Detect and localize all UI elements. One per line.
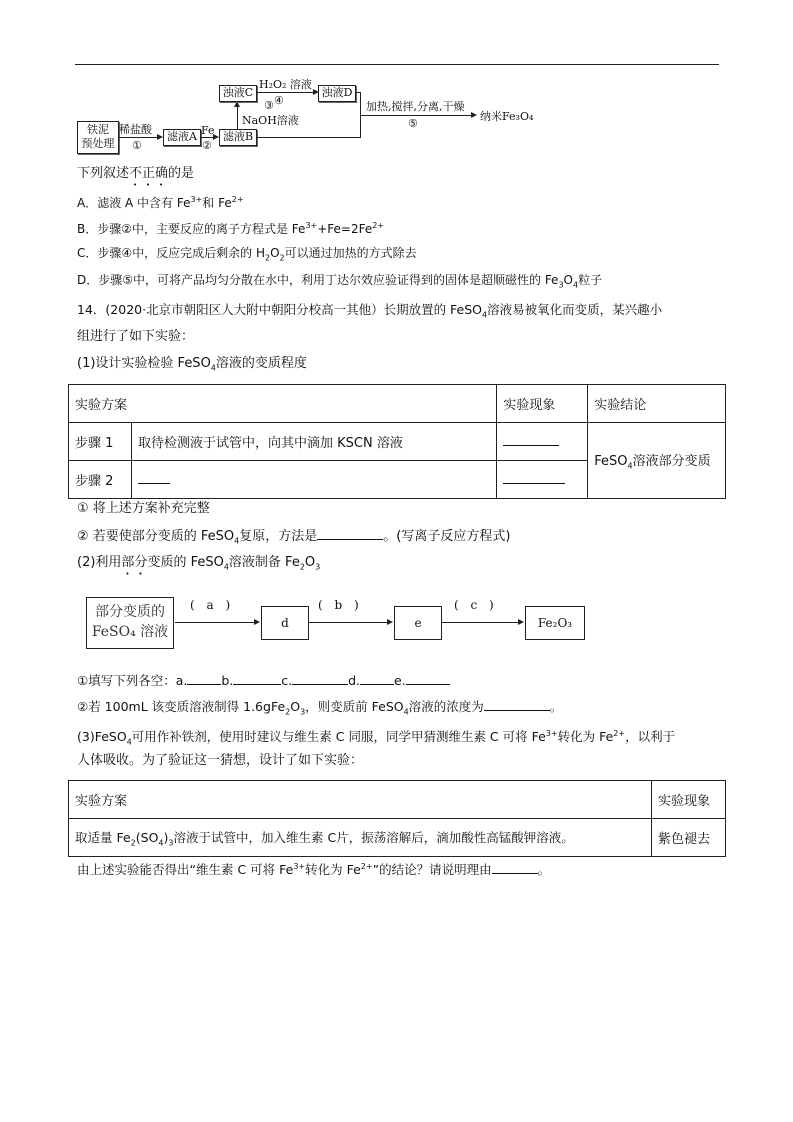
reason-blank[interactable]	[492, 861, 538, 874]
flow2-arrow-c: ( c )	[454, 598, 494, 612]
flow-label-h2o2: H₂O₂ 溶液	[259, 78, 312, 91]
q14-final-question: 由上述实验能否得出“维生素 C 可将 $Fe^{3+}$转化为 $Fe^{2+}$”的结论？请说明理由 。	[77, 862, 551, 878]
flow-step-5: ⑤	[408, 117, 418, 130]
flow-step-3: ③	[264, 99, 274, 112]
t1-row2-step: 步骤 2	[69, 461, 132, 499]
flow-label-hcl: 稀盐酸	[119, 123, 152, 136]
q14-part3-line2: 人体吸收。为了验证这一猜想，设计了如下实验：	[77, 753, 364, 768]
q14-part2: (2)利用部分变质的 FeSO$_4$溶液制备 $Fe_2O_3$	[77, 555, 321, 572]
q14-part3: (3)FeSO$_4$可用作补铁剂，使用时建议与维生素 C 同服，同学甲猜测维生素 C 可将 $Fe^{3+}$转化为 $Fe^{2+}$，以利于	[77, 729, 676, 747]
t1-row1-plan: 取待检测液于试管中，向其中滴加 KSCN 溶液	[132, 423, 497, 461]
option-a: A．滤液 A 中含有 $Fe^{3+}$和 $Fe^{2+}$	[77, 195, 244, 210]
option-b: B．步骤②中，主要反应的离子方程式是 $Fe^{3+}+Fe=2Fe^{2+}$	[77, 221, 385, 236]
q14-part1: (1)设计实验检验 FeSO$_4$溶液的变质程度	[77, 356, 307, 373]
flow2-start: 部分变质的 FeSO₄ 溶液	[86, 597, 174, 649]
flow-label-naoh: NaOH溶液	[242, 114, 299, 127]
flow-product: 纳米Fe₃O₄	[480, 110, 534, 123]
answer-blank[interactable]	[317, 527, 383, 540]
q13-stem: 下列叙述不正确的是	[77, 166, 195, 181]
flow-box-d: 浊液D	[318, 85, 356, 102]
t1-row2-phenomenon-blank[interactable]	[497, 461, 588, 499]
t1-header-conclusion: 实验结论	[588, 385, 726, 423]
q14-1-item2: ② 若要使部分变质的 FeSO$_4$复原，方法是 。(写离子反应方程式)	[77, 529, 511, 546]
flow2-arrow-b: ( b )	[318, 598, 359, 612]
t2-header-plan: 实验方案	[69, 781, 652, 819]
flow-step-2: ②	[202, 139, 212, 152]
flow2-box-end: Fe₂O₃	[525, 606, 585, 640]
q14-2-fill: ①填写下列各空：a. b. c. d. e.	[77, 672, 450, 690]
q14-heading-line2: 组进行了如下实验：	[77, 329, 195, 344]
flow2-box-e: e	[394, 606, 442, 640]
flow-box-a: 滤液A	[163, 129, 201, 146]
t1-row2-plan-blank[interactable]	[132, 461, 497, 499]
experiment-table-1	[68, 384, 726, 499]
t1-row1-step: 步骤 1	[69, 423, 132, 461]
q14-heading: 14．(2020·北京市朝阳区人大附中朝阳分校高一其他）长期放置的 FeSO$_4$溶液易被氧化而变质，某兴趣小	[77, 302, 663, 320]
t1-row1-phenomenon-blank[interactable]	[497, 423, 588, 461]
concentration-blank[interactable]	[484, 698, 550, 711]
flow-box-c: 浊液C	[219, 85, 257, 102]
option-c: C．步骤④中，反应完成后剩余的 $H_2O_2$可以通过加热的方式除去	[77, 246, 417, 263]
blank-c[interactable]	[292, 672, 348, 685]
q14-2-item2: ②若 100mL 该变质溶液制得 $1.6gFe_2O_3$，则变质前 FeSO$_4$溶液的浓度为 。	[77, 699, 563, 717]
blank-e[interactable]	[406, 672, 450, 685]
t2-plan: 取适量 $Fe_2(SO_4)_3$溶液于试管中，加入维生素 C片，振荡溶解后，滴加酸性高锰酸钾溶液。	[69, 819, 652, 857]
flow-box-b: 滤液B	[219, 129, 257, 146]
blank-a[interactable]	[187, 672, 221, 685]
flow-label-fe: Fe	[201, 124, 215, 137]
blank-b[interactable]	[233, 672, 281, 685]
option-d: D．步骤⑤中，可将产品均匀分散在水中，利用丁达尔效应验证得到的固体是超顺磁性的 $Fe_3O_4$粒子	[77, 273, 603, 290]
experiment-table-2	[68, 780, 726, 857]
t1-conclusion: FeSO$_4$溶液部分变质	[588, 423, 726, 499]
t2-header-phenomenon: 实验现象	[652, 781, 726, 819]
flow2-box-d: d	[261, 606, 309, 640]
flow2-arrow-a: ( a )	[190, 598, 231, 612]
flow-label-heat: 加热,搅拌,分离,干燥	[366, 100, 465, 113]
blank-d[interactable]	[360, 672, 394, 685]
t1-header-phenomenon: 实验现象	[497, 385, 588, 423]
q14-1-item1: ① 将上述方案补充完整	[77, 501, 210, 516]
flow-step-1: ①	[132, 139, 142, 152]
t1-header-plan: 实验方案	[69, 385, 497, 423]
t2-phenomenon: 紫色褪去	[652, 819, 726, 857]
flow-box-start: 铁泥 预处理	[77, 121, 119, 154]
flow-step-4: ④	[274, 94, 284, 107]
header-rule	[75, 64, 719, 65]
